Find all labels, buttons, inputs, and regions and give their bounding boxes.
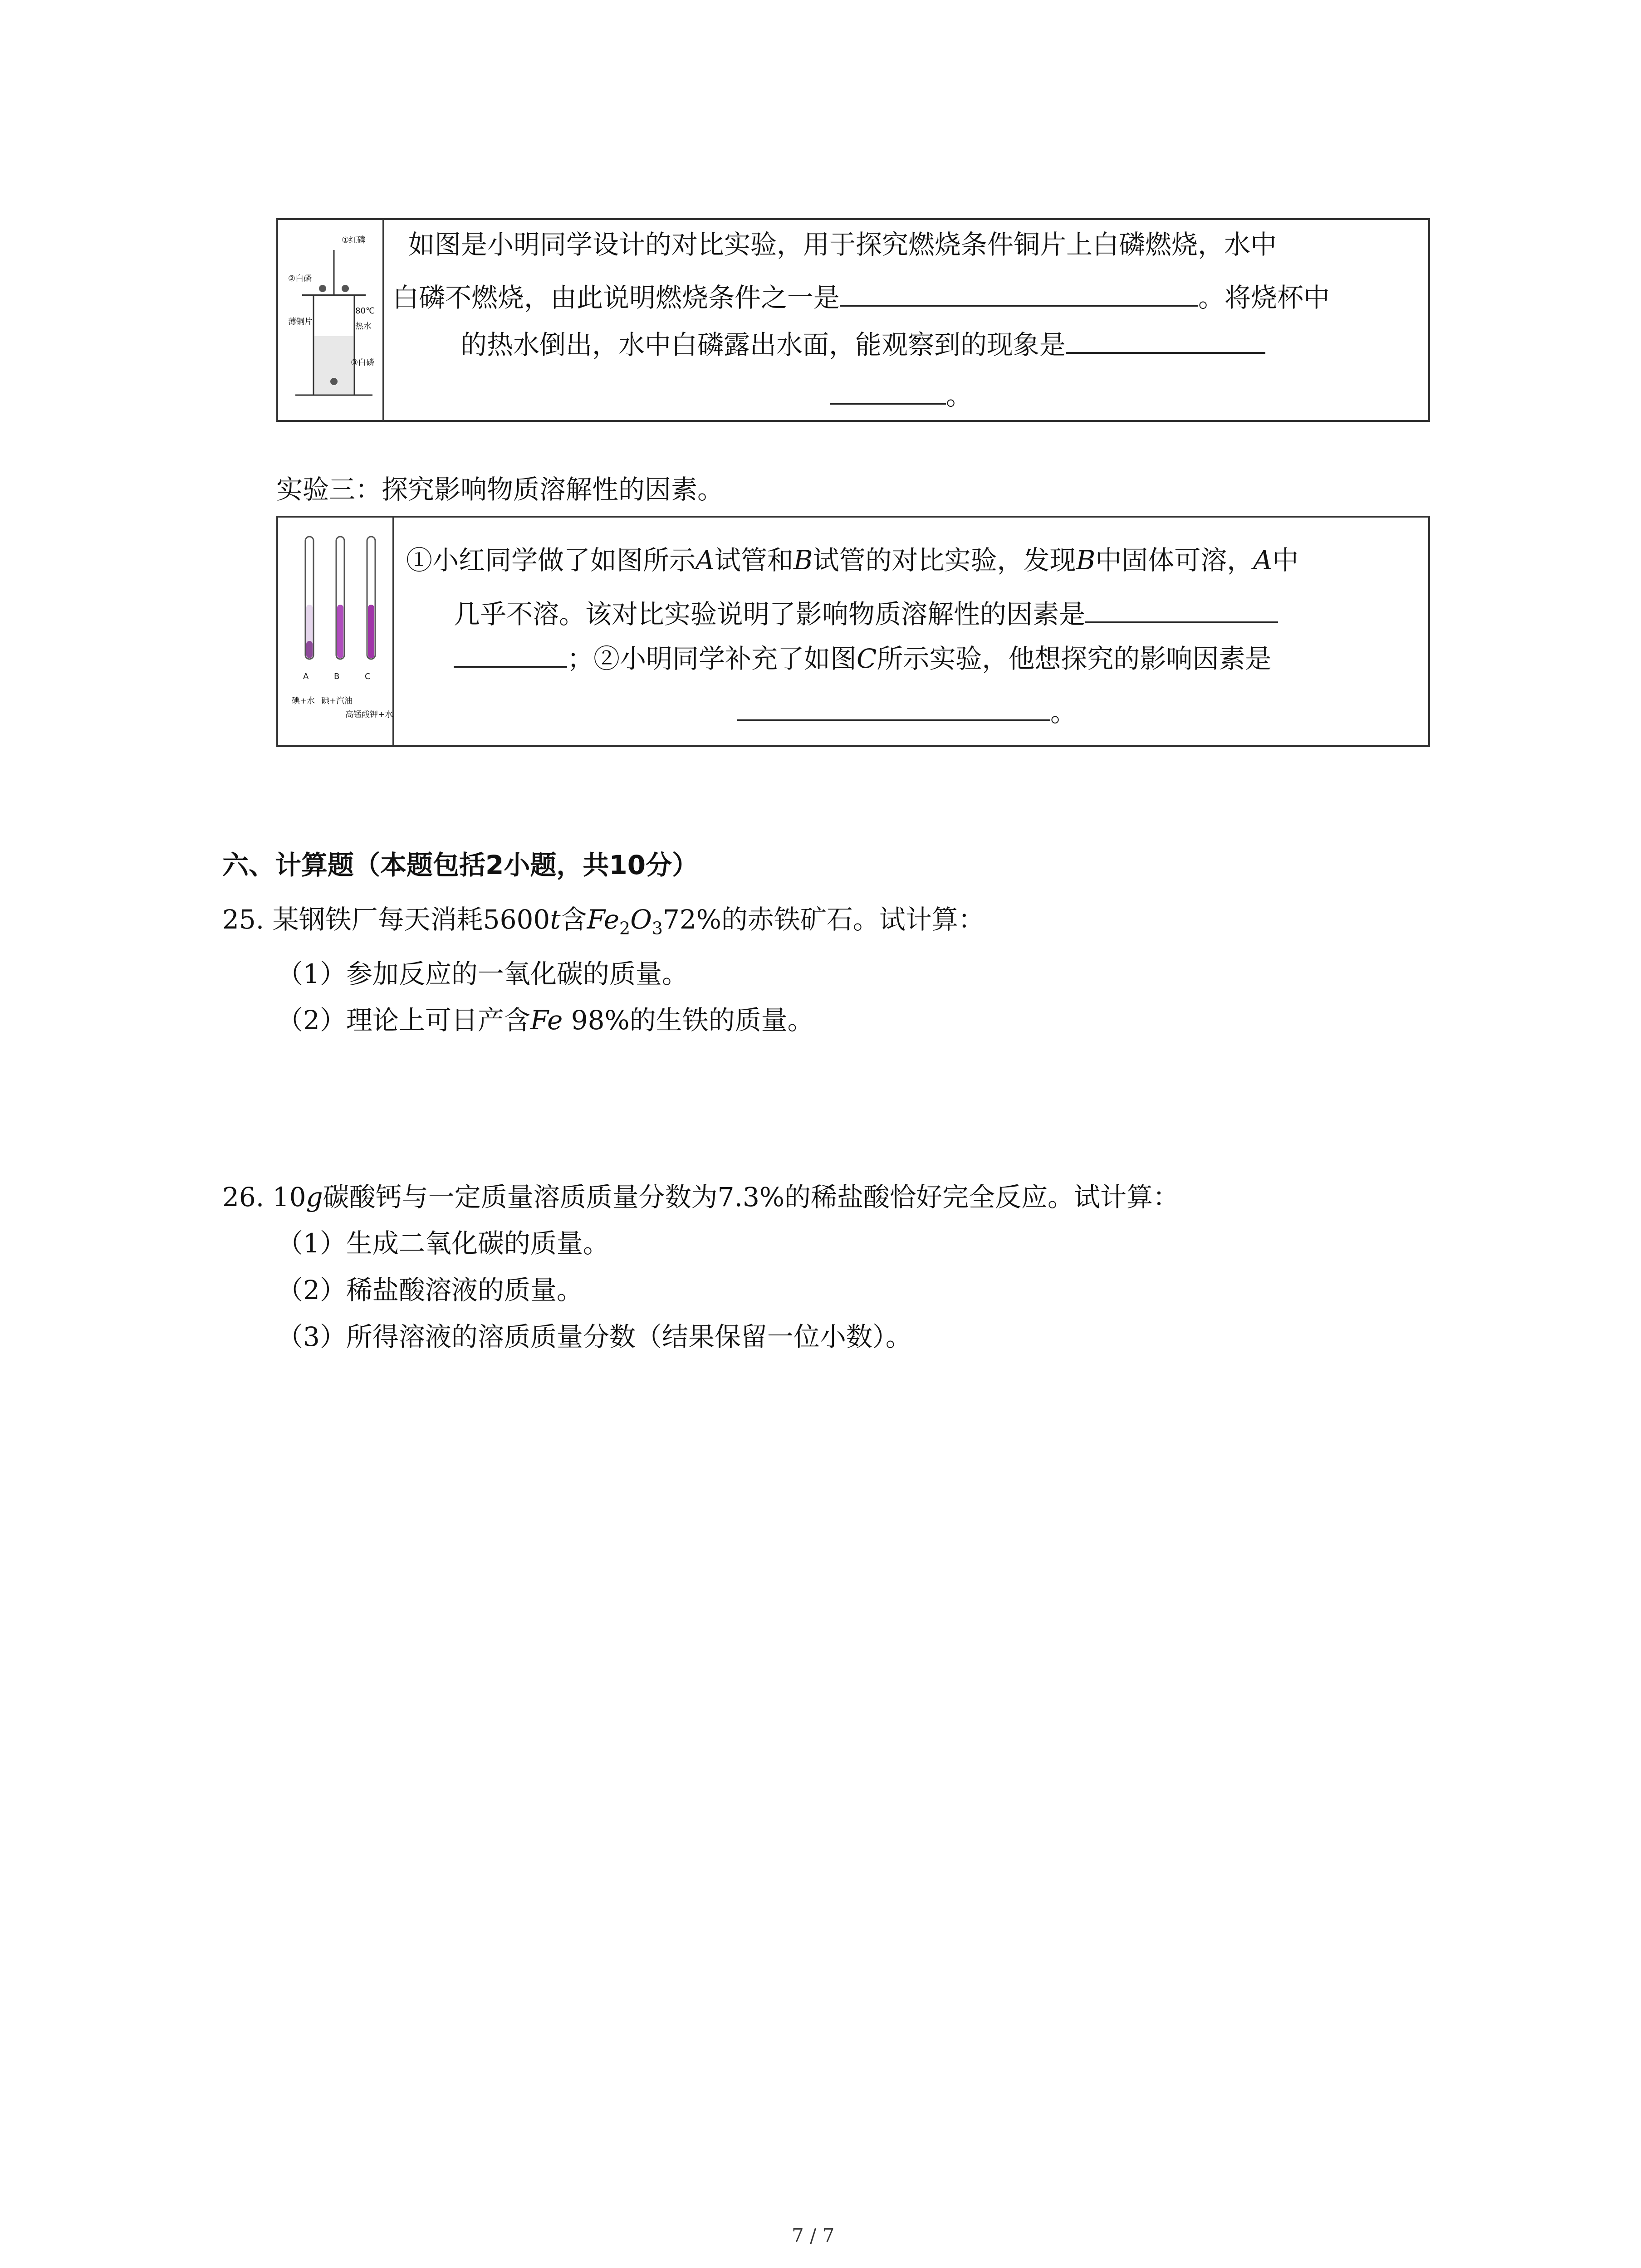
answer-blank-phenomenon[interactable] <box>1066 326 1265 354</box>
fig-label-red-phosphorus: ①红磷 <box>342 235 366 245</box>
fig-label-hot-water: 热水 <box>355 322 372 331</box>
figure-divider <box>382 220 384 420</box>
q25-formula-o: O <box>630 904 652 935</box>
exp3-line-1-c: 试管和 <box>714 545 794 576</box>
exp2-line-2-tail: 。将烧杯中 <box>1198 282 1330 313</box>
exp2-line-4 <box>830 376 972 409</box>
tube-sublabel-a: 碘+水 <box>292 696 315 706</box>
exp2-line-1: 如图是小明同学设计的对比实验，用于探究燃烧条件铜片上白磷燃烧，水中 <box>408 229 1277 260</box>
answer-blank-influence-factor[interactable] <box>737 693 1050 721</box>
exp3-line-2-text: 几乎不溶。该对比实验说明了影响物质溶解性的因素是 <box>454 599 1086 630</box>
q26-sub-3: （3）所得溶液的溶质质量分数（结果保留一位小数）。 <box>277 1321 912 1352</box>
exp3-line-2 <box>454 595 1278 630</box>
exp3-line-4-end: 。 <box>1050 697 1077 728</box>
exp3-line-1-e: 试管的对比实验，发现 <box>813 545 1076 576</box>
q25-sub-2-b: 98%的生铁的质量。 <box>563 1005 814 1036</box>
q25-unit-t: t <box>550 904 561 935</box>
exp3-line-1 <box>406 545 1299 576</box>
exp3-line-1-i: 中 <box>1272 545 1299 576</box>
exp3-line-3-tube-c: C <box>857 643 877 674</box>
exp3-line-1-tube-a2: A <box>1253 545 1273 576</box>
q25-stem-c: 72%的赤铁矿石。试计算： <box>662 904 985 935</box>
tube-label-a: A <box>303 672 309 681</box>
q26-sub-1: （1）生成二氧化碳的质量。 <box>277 1228 609 1259</box>
tube-label-b: B <box>334 672 340 681</box>
q25-formula-sub2: 2 <box>619 918 631 938</box>
exp3-line-1-tube-b2: B <box>1076 545 1096 576</box>
exp2-line-3 <box>460 326 1265 358</box>
q25-sub-1: （1）参加反应的一氧化碳的质量。 <box>277 958 688 989</box>
q25-formula-fe: Fe <box>587 904 620 935</box>
exp2-line-2 <box>392 279 1330 311</box>
exp3-line-1-tube-b: B <box>793 545 813 576</box>
exp3-line-4 <box>737 693 1077 728</box>
exp3-line-1-tube-a: A <box>696 545 715 576</box>
fig-label-white-phosphorus-1: ②白磷 <box>288 274 312 284</box>
fig-label-temperature: 80℃ <box>355 306 375 316</box>
q25-stem-a: 25. 某钢铁厂每天消耗5600 <box>222 904 550 935</box>
q25-stem <box>222 906 985 937</box>
exp2-line-3-text: 的热水倒出，水中白磷露出水面，能观察到的现象是 <box>460 329 1066 360</box>
exp3-line-3 <box>454 640 1271 672</box>
q25-stem-b: 含 <box>560 904 587 935</box>
q26-stem <box>222 1184 1179 1210</box>
q26-stem-b: 碳酸钙与一定质量溶质质量分数为7.3%的稀盐酸恰好完全反应。试计算： <box>323 1182 1179 1212</box>
fig-label-copper-sheet: 薄铜片 <box>288 317 313 327</box>
exp3-line-3-c: 所示实验，他想探究的影响因素是 <box>877 643 1272 674</box>
exp2-line-4-end: 。 <box>946 380 973 411</box>
page-number: 7 / 7 <box>792 2224 835 2247</box>
section-six-title: 六、计算题（本题包括2小题，共10分） <box>222 850 699 880</box>
q25-sub-2-a: （2）理论上可日产含 <box>277 1005 530 1036</box>
answer-blank-combustion-condition[interactable] <box>840 279 1198 307</box>
q25-sub-2 <box>277 1005 814 1036</box>
q26-sub-2: （2）稀盐酸溶液的质量。 <box>277 1275 583 1305</box>
exp3-line-1-a: ①小红同学做了如图所示 <box>406 545 696 576</box>
tube-sublabel-b: 碘+汽油 <box>321 696 353 706</box>
answer-blank-solubility-factor[interactable] <box>1085 595 1278 623</box>
exp3-line-3-a: ；②小明同学补充了如图 <box>567 643 857 674</box>
exp3-line-1-g: 中固体可溶， <box>1095 545 1254 576</box>
tube-label-c: C <box>365 672 371 681</box>
exp3-heading: 实验三：探究影响物质溶解性的因素。 <box>276 474 724 505</box>
answer-blank-solubility-factor-cont[interactable] <box>454 640 567 668</box>
exp2-line-2-text: 白磷不燃烧，由此说明燃烧条件之一是 <box>392 282 840 313</box>
q26-unit-g: g <box>306 1182 323 1212</box>
q25-formula-sub3: 3 <box>652 918 663 938</box>
q26-stem-a: 26. 10 <box>222 1182 306 1212</box>
answer-blank-phenomenon-cont[interactable] <box>830 376 946 405</box>
fig-label-white-phosphorus-3: ③白磷 <box>351 358 375 367</box>
q25-sub-2-fe: Fe <box>530 1005 563 1036</box>
tube-sublabel-c: 高锰酸钾+水 <box>345 710 393 719</box>
